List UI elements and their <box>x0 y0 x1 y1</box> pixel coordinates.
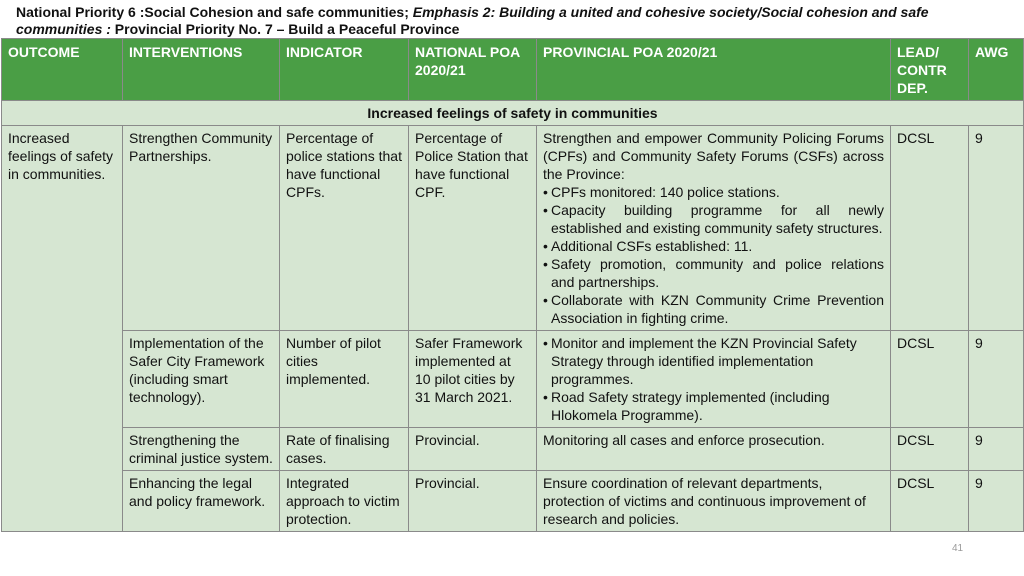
awg-cell: 9 <box>969 331 1024 428</box>
lead-cell: DCSL <box>891 428 969 471</box>
provincial-bullet-list <box>543 183 884 327</box>
lead-cell: DCSL <box>891 471 969 532</box>
page-number: 41 <box>952 543 964 554</box>
indicator-cell: Number of pilot cities implemented. <box>280 331 409 428</box>
header-provincial-poa: PROVINCIAL POA 2020/21 <box>537 39 891 101</box>
list-item: • Additional CSFs established: 11. <box>543 237 884 255</box>
table-row <box>2 428 1024 471</box>
lead-cell: DCSL <box>891 126 969 331</box>
awg-cell: 9 <box>969 126 1024 331</box>
title-priority: National Priority 6 :Social Cohesion and safe communities; <box>16 4 413 20</box>
list-item: • Capacity building programme for all newly established and existing community safety structures. <box>543 201 884 237</box>
priority-table <box>1 38 1024 532</box>
table-row <box>2 331 1024 428</box>
national-poa-cell: Provincial. <box>409 471 537 532</box>
header-row <box>2 39 1024 101</box>
provincial-poa-cell <box>537 331 891 428</box>
indicator-cell: Integrated approach to victim protection. <box>280 471 409 532</box>
header-lead: LEAD/ CONTR DEP. <box>891 39 969 101</box>
national-poa-cell: Percentage of Police Station that have functional CPF. <box>409 126 537 331</box>
list-item: • Monitor and implement the KZN Provincial Safety Strategy through identified implementation programmes. <box>543 334 884 388</box>
list-item: • Collaborate with KZN Community Crime Prevention Association in fighting crime. <box>543 291 884 327</box>
provincial-poa-cell: Ensure coordination of relevant departments, protection of victims and continuous improvement of research and policies. <box>537 471 891 532</box>
header-awg: AWG <box>969 39 1024 101</box>
list-item: • CPFs monitored: 140 police stations. <box>543 183 884 201</box>
title-emphasis: Emphasis 2: Building a united and cohesive society/Social cohesion and safe communities : <box>16 4 929 37</box>
section-title: Increased feelings of safety in communities <box>2 101 1024 126</box>
header-indicator: INDICATOR <box>280 39 409 101</box>
intervention-cell: Strengthen Community Partnerships. <box>123 126 280 331</box>
provincial-poa-cell: Monitoring all cases and enforce prosecution. <box>537 428 891 471</box>
awg-cell: 9 <box>969 471 1024 532</box>
national-poa-cell: Provincial. <box>409 428 537 471</box>
header-outcome: OUTCOME <box>2 39 123 101</box>
title-provincial-priority: Provincial Priority No. 7 – Build a Peaceful Province <box>114 21 460 37</box>
outcome-cell: Increased feelings of safety in communities. <box>2 126 123 532</box>
page-title <box>16 4 1016 38</box>
provincial-poa-cell <box>537 126 891 331</box>
indicator-cell: Rate of finalising cases. <box>280 428 409 471</box>
header-interventions: INTERVENTIONS <box>123 39 280 101</box>
section-row <box>2 101 1024 126</box>
table-row <box>2 471 1024 532</box>
national-poa-cell: Safer Framework implemented at 10 pilot cities by 31 March 2021. <box>409 331 537 428</box>
indicator-cell: Percentage of police stations that have functional CPFs. <box>280 126 409 331</box>
intervention-cell: Enhancing the legal and policy framework. <box>123 471 280 532</box>
intervention-cell: Implementation of the Safer City Framework (including smart technology). <box>123 331 280 428</box>
lead-cell: DCSL <box>891 331 969 428</box>
provincial-bullet-list <box>543 334 884 424</box>
table-row <box>2 126 1024 331</box>
awg-cell: 9 <box>969 428 1024 471</box>
list-item: • Road Safety strategy implemented (including Hlokomela Programme). <box>543 388 884 424</box>
list-item: • Safety promotion, community and police relations and partnerships. <box>543 255 884 291</box>
header-national-poa: NATIONAL POA 2020/21 <box>409 39 537 101</box>
provincial-intro: Strengthen and empower Community Policing Forums (CPFs) and Community Safety Forums (CSFs) across the Province: <box>543 130 884 182</box>
intervention-cell: Strengthening the criminal justice system. <box>123 428 280 471</box>
